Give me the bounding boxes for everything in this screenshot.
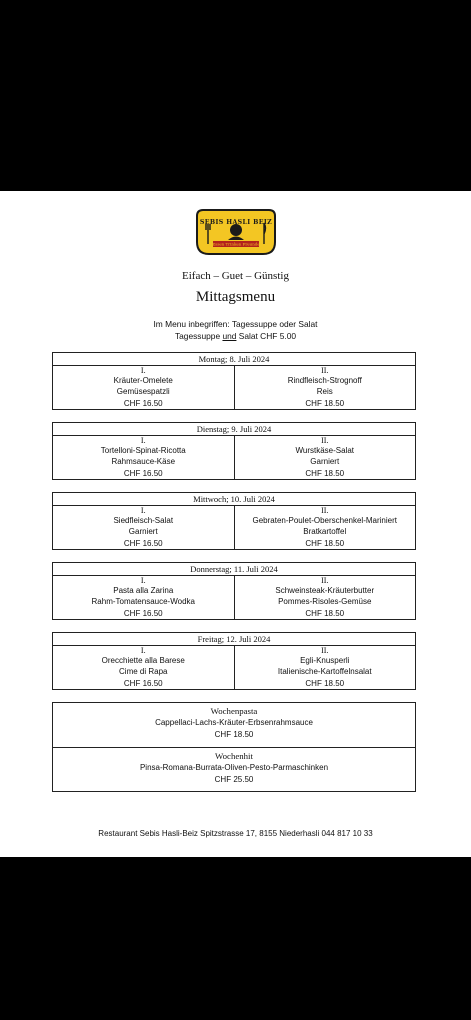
dish-price: CHF 18.50 bbox=[305, 678, 345, 688]
dish-line-1: Orecchiette alla Barese bbox=[101, 656, 185, 665]
included-note bbox=[0, 319, 471, 342]
dish-line-2: Gemüsespatzli bbox=[116, 387, 170, 397]
day-date: Montag; 8. Juli 2024 bbox=[53, 353, 415, 366]
weekly-hit-title: Wochenhit bbox=[215, 751, 253, 761]
day-wednesday bbox=[52, 492, 416, 550]
dish-line-1: Kräuter-Omelete bbox=[113, 376, 173, 385]
menu-two bbox=[234, 366, 416, 409]
dish-line-2: Bratkartoffel bbox=[303, 527, 347, 537]
menu-one bbox=[53, 366, 234, 409]
menu-one bbox=[53, 506, 234, 549]
day-tuesday bbox=[52, 422, 416, 480]
weekly-hit bbox=[53, 747, 415, 791]
dish-line-1: Pasta alla Zarina bbox=[113, 586, 174, 595]
menu-number: II. bbox=[321, 366, 329, 375]
dish-line-1: Rindfleisch-Strognoff bbox=[287, 376, 362, 385]
day-date: Dienstag; 9. Juli 2024 bbox=[53, 423, 415, 436]
weekly-specials bbox=[52, 702, 416, 792]
menu-two bbox=[234, 576, 416, 619]
included-line-1: Im Menu inbegriffen: Tagessuppe oder Salat bbox=[153, 319, 318, 329]
menu-number: I. bbox=[140, 506, 146, 515]
menu-number: II. bbox=[321, 436, 329, 445]
dish-line-1: Tortelloni-Spinat-Ricotta bbox=[100, 446, 186, 455]
menu-two bbox=[234, 436, 416, 479]
page-title: Mittagsmenu bbox=[195, 289, 276, 305]
weekly-pasta-title: Wochenpasta bbox=[210, 706, 258, 716]
restaurant-address: Restaurant Sebis Hasli-Beiz Spitzstrasse 17, 8155 Niederhasli 044 817 10 33 bbox=[98, 829, 373, 838]
day-friday bbox=[52, 632, 416, 690]
dish-price: CHF 16.50 bbox=[123, 678, 163, 688]
dish-line-2: Pommes-Risoles-Gemüse bbox=[278, 597, 372, 607]
menu-page bbox=[0, 191, 471, 857]
day-monday bbox=[52, 352, 416, 410]
dish-line-1: Egli-Knusperli bbox=[300, 656, 350, 665]
menu-number: I. bbox=[140, 576, 146, 585]
dish-price: CHF 16.50 bbox=[123, 608, 163, 618]
dish-price: CHF 18.50 bbox=[305, 538, 345, 548]
menu-two bbox=[234, 506, 416, 549]
dish-price: CHF 16.50 bbox=[123, 468, 163, 478]
dish-line-2: Rahm-Tomatensauce-Wodka bbox=[91, 597, 195, 607]
dish-line-1: Wurstkäse-Salat bbox=[295, 446, 355, 455]
menu-one bbox=[53, 646, 234, 689]
weekly-hit-dish: Pinsa-Romana-Burrata-Oliven-Pesto-Parmaschinken bbox=[139, 763, 329, 772]
menu-number: I. bbox=[140, 436, 146, 445]
menu-number: I. bbox=[140, 646, 146, 655]
weekly-pasta-price: CHF 18.50 bbox=[214, 729, 254, 739]
dish-price: CHF 18.50 bbox=[305, 608, 345, 618]
menu-number: II. bbox=[321, 576, 329, 585]
logo-bottom-text: Essen Trinken Freunde bbox=[212, 241, 260, 247]
dish-line-1: Gebraten-Poulet-Oberschenkel-Mariniert bbox=[252, 516, 397, 525]
day-date: Donnerstag; 11. Juli 2024 bbox=[53, 563, 415, 576]
dish-line-1: Siedfleisch-Salat bbox=[113, 516, 174, 525]
menu-number: II. bbox=[321, 506, 329, 515]
dish-line-2: Italienische-Kartoffelnsalat bbox=[277, 667, 372, 677]
menu-two bbox=[234, 646, 416, 689]
restaurant-logo bbox=[195, 208, 277, 256]
menu-number: II. bbox=[321, 646, 329, 655]
dish-price: CHF 18.50 bbox=[305, 398, 345, 408]
logo-top-text: SEBIS HASLI BEIZ bbox=[199, 219, 273, 226]
dish-line-2: Reis bbox=[316, 387, 333, 397]
dish-line-2: Rahmsauce-Käse bbox=[111, 457, 176, 467]
dish-price: CHF 18.50 bbox=[305, 468, 345, 478]
tagline: Eifach – Guet – Günstig bbox=[182, 270, 289, 282]
day-date: Mittwoch; 10. Juli 2024 bbox=[53, 493, 415, 506]
dish-line-2: Garniert bbox=[128, 527, 158, 537]
menu-one bbox=[53, 576, 234, 619]
weekly-pasta bbox=[53, 703, 415, 747]
menu-one bbox=[53, 436, 234, 479]
included-line-2: Tagessuppe und Salat CHF 5.00 bbox=[174, 330, 297, 341]
weekly-pasta-dish: Cappellaci-Lachs-Kräuter-Erbsenrahmsauce bbox=[155, 718, 313, 727]
dish-line-1: Schweinsteak-Kräuterbutter bbox=[275, 586, 375, 595]
dish-line-2: Cime di Rapa bbox=[119, 667, 168, 677]
day-thursday bbox=[52, 562, 416, 620]
dish-price: CHF 16.50 bbox=[123, 538, 163, 548]
dish-price: CHF 16.50 bbox=[123, 398, 163, 408]
weekly-hit-price: CHF 25.50 bbox=[214, 774, 254, 784]
day-date: Freitag; 12. Juli 2024 bbox=[53, 633, 415, 646]
dish-line-2: Garniert bbox=[310, 457, 340, 467]
menu-number: I. bbox=[140, 366, 146, 375]
